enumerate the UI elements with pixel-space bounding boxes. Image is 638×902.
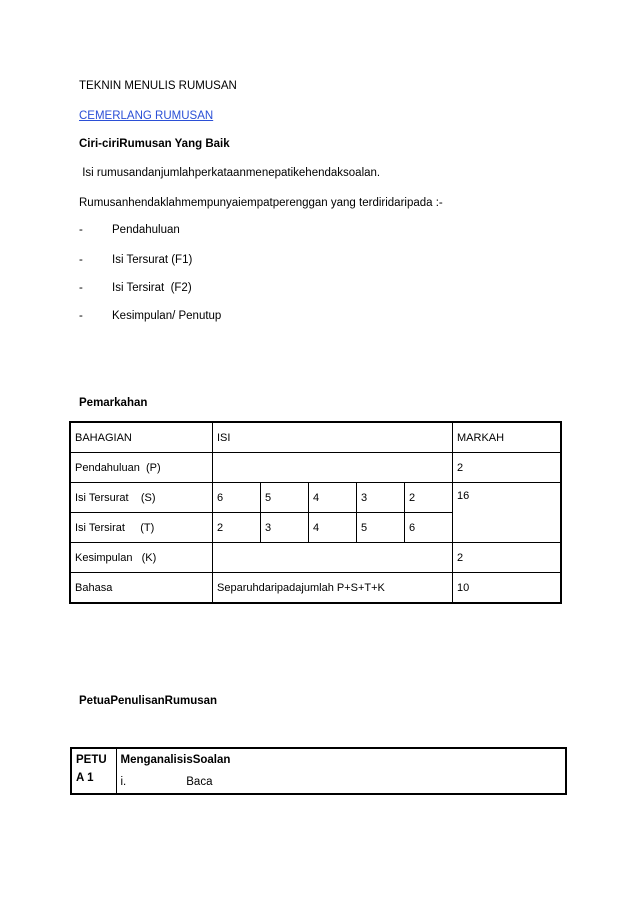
row-score-cell: 4 — [309, 513, 357, 543]
bullet-dash: - — [79, 224, 83, 236]
paragraph-rumusan-perenggan: Rumusanhendaklahmempunyaiempatperenggan yang terdiridaripada :- — [79, 197, 443, 209]
bullet-text: Pendahuluan — [112, 224, 180, 236]
table-row — [71, 748, 566, 794]
petua-subitem-text: Baca — [186, 776, 213, 788]
header-isi: ISI — [213, 423, 453, 453]
table-row — [71, 543, 561, 573]
section-pemarkahan: Pemarkahan — [79, 397, 148, 409]
section-petua: PetuaPenulisanRumusan — [79, 695, 218, 707]
cemerlang-rumusan-link[interactable]: CEMERLANG RUMUSAN — [79, 110, 214, 122]
petua-number-cell — [71, 748, 116, 794]
row-label: Bahasa — [71, 573, 213, 603]
table-row — [71, 573, 561, 603]
row-label: Isi Tersurat (S) — [71, 483, 213, 513]
petua-label-line1: PETU — [76, 754, 107, 766]
marks-table — [70, 422, 561, 603]
row-score-cell: 3 — [357, 483, 405, 513]
petua-subitem — [121, 773, 562, 791]
table-header-row — [71, 423, 561, 453]
bullet-dash: - — [79, 310, 83, 322]
row-score-cell: 2 — [405, 483, 453, 513]
header-bahagian: BAHAGIAN — [71, 423, 213, 453]
row-markah: 16 — [453, 483, 561, 543]
row-markah: 2 — [453, 543, 561, 573]
row-isi-empty — [213, 453, 453, 483]
row-isi-empty — [213, 543, 453, 573]
row-score-cell: 3 — [261, 513, 309, 543]
row-markah: 10 — [453, 573, 561, 603]
paragraph-isi-rumusan: Isi rumusandanjumlahperkataanmenepatikehendaksoalan. — [79, 167, 381, 179]
row-isi-text: Separuhdaripadajumlah P+S+T+K — [213, 573, 453, 603]
petua-title: MenganalisisSoalan — [120, 754, 231, 766]
row-score-cell: 6 — [405, 513, 453, 543]
row-score-cell: 5 — [261, 483, 309, 513]
bullet-dash: - — [79, 282, 83, 294]
table-row — [71, 483, 561, 513]
petua-content-cell — [116, 748, 566, 794]
bullet-text: Kesimpulan/ Penutup — [112, 310, 222, 322]
bullet-text: Isi Tersurat (F1) — [112, 254, 193, 266]
petua-subitem-mark: i. — [120, 776, 127, 788]
row-score-cell: 6 — [213, 483, 261, 513]
bullet-dash: - — [79, 254, 83, 266]
criteria-subheading: Ciri-ciriRumusan Yang Baik — [79, 138, 230, 150]
petua-label-line2: A 1 — [76, 772, 94, 784]
row-label: Kesimpulan (K) — [71, 543, 213, 573]
table-row — [71, 453, 561, 483]
row-label: Isi Tersirat (T) — [71, 513, 213, 543]
petua-table — [70, 747, 567, 795]
header-markah: MARKAH — [453, 423, 561, 453]
row-score-cell: 2 — [213, 513, 261, 543]
bullet-text: Isi Tersirat (F2) — [112, 282, 192, 294]
row-score-cell: 4 — [309, 483, 357, 513]
document-heading: TEKNIN MENULIS RUMUSAN — [79, 80, 237, 92]
row-score-cell: 5 — [357, 513, 405, 543]
row-label: Pendahuluan (P) — [71, 453, 213, 483]
row-markah: 2 — [453, 453, 561, 483]
